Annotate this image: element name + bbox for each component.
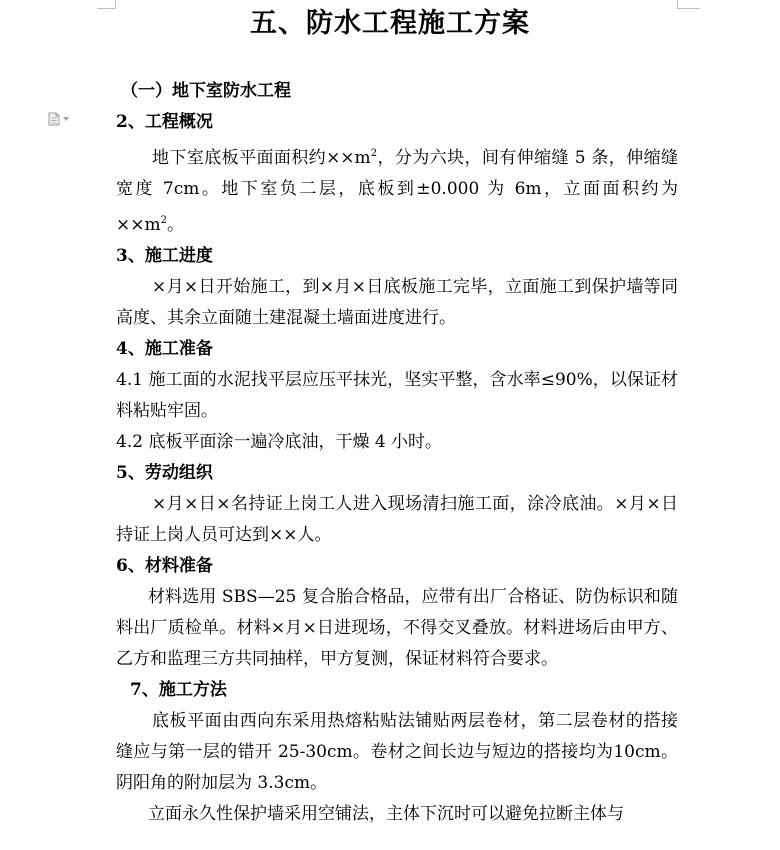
chevron-down-icon [63, 117, 69, 121]
document-body [116, 76, 678, 830]
section-heading: 3、施工进度 [116, 246, 213, 266]
list-item: 4.1 施工面的水泥找平层应压平抹光，坚实平整，含水率≤90%，以保证材料粘贴牢固。 [116, 370, 678, 421]
paragraph-method: 立面永久性保护墙采用空铺法，主体下沉时可以避免拉断主体与 [148, 804, 624, 824]
paragraph-options-button[interactable] [48, 112, 69, 126]
paragraph-overview: 地下室底板平面面积约$\times\times m^2$，分为六块，间有伸缩缝 5 条，伸缩缝宽度 7cm。地下室负二层，底板到±0.000 为 6m，立面面积约为$\times\times m^2$。 [116, 148, 679, 235]
section-heading: 7、施工方法 [130, 680, 227, 700]
list-item: 4.2 底板平面涂一遍冷底油，干燥 4 小时。 [116, 432, 443, 452]
section-heading: 6、材料准备 [116, 556, 213, 576]
section-heading: 2、工程概况 [116, 112, 213, 132]
paragraph-method: 底板平面由西向东采用热熔粘贴法铺贴两层卷材，第二层卷材的搭接缝应与第一层的错开 25-30cm。卷材之间长边与短边的搭接均为10cm。阴阳角的附加层为 3.3cm。 [116, 711, 678, 793]
document-icon [48, 112, 60, 126]
section-heading: 4、施工准备 [116, 339, 213, 359]
section-heading: 5、劳动组织 [116, 463, 213, 483]
page-title: 五、防水工程施工方案 [250, 8, 530, 39]
paragraph-materials: 材料选用 SBS—25 复合胎合格品，应带有出厂合格证、防伪标识和随料出厂质检单。材料×月×日进现场，不得交叉叠放。材料进场后由甲方、乙方和监理三方共同抽样，甲方复测，保证材料符合要求。 [116, 587, 678, 669]
paragraph-labor: ×月×日×名持证上岗工人进入现场清扫施工面，涂冷底油。×月×日持证上岗人员可达到××人。 [116, 494, 678, 545]
subsection-heading: （一）地下室防水工程 [121, 81, 291, 101]
paragraph-schedule: ×月×日开始施工，到×月×日底板施工完毕，立面施工到保护墙等同高度、其余立面随土建混凝土墙面进度进行。 [116, 277, 678, 328]
